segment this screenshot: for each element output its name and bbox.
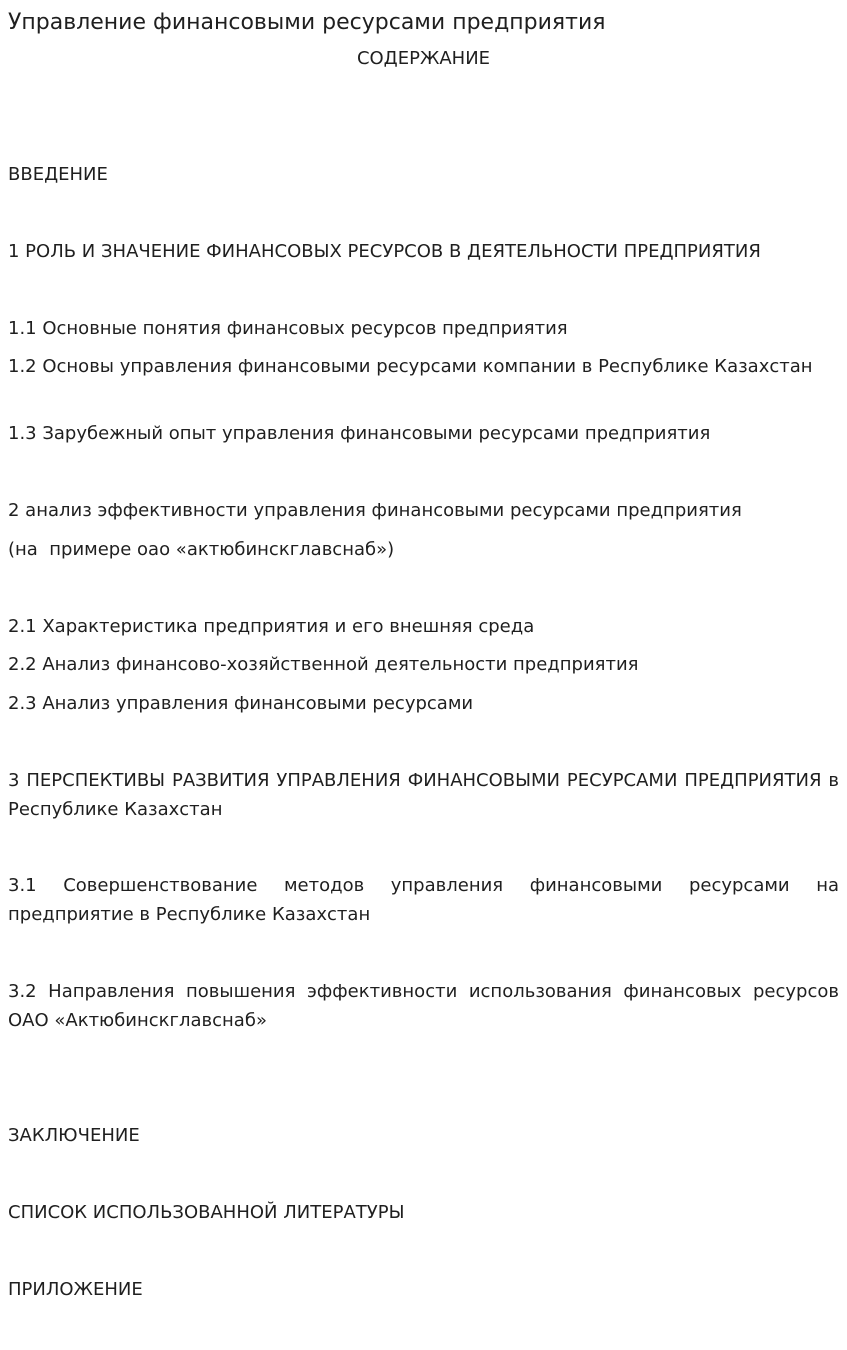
toc-entry-2-2: 2.2 Анализ финансово-хозяйственной деятельности предприятия bbox=[8, 654, 639, 675]
toc-entry-3-1: 3.1 Совершенствование методов управления финансовыми ресурсами на предприятие в Республике Казахстан bbox=[8, 875, 839, 925]
toc-heading: СОДЕРЖАНИЕ bbox=[356, 48, 491, 69]
document-title: Управление финансовыми ресурсами предприятия bbox=[8, 10, 606, 35]
toc-entry-1-1: 1.1 Основные понятия финансовых ресурсов предприятия bbox=[8, 318, 568, 339]
toc-entry-conclusion: ЗАКЛЮЧЕНИЕ bbox=[8, 1125, 140, 1146]
toc-entry-2-3: 2.3 Анализ управления финансовыми ресурсами bbox=[8, 693, 474, 714]
toc-entry-chapter-1: 1 РОЛЬ И ЗНАЧЕНИЕ ФИНАНСОВЫХ РЕСУРСОВ В ДЕЯТЕЛЬНОСТИ ПРЕДПРИЯТИЯ bbox=[8, 241, 761, 262]
toc-entry-chapter-3: 3 ПЕРСПЕКТИВЫ РАЗВИТИЯ УПРАВЛЕНИЯ ФИНАНСОВЫМИ РЕСУРСАМИ ПРЕДПРИЯТИЯ в Республике Казахстан bbox=[8, 770, 839, 820]
toc-entry-appendix: ПРИЛОЖЕНИЕ bbox=[8, 1279, 143, 1300]
toc-entry-references: СПИСОК ИСПОЛЬЗОВАННОЙ ЛИТЕРАТУРЫ bbox=[8, 1202, 405, 1223]
toc-entry-3-2: 3.2 Направления повышения эффективности использования финансовых ресурсов ОАО «Актюбинскглавснаб» bbox=[8, 981, 839, 1031]
toc-entry-chapter-2-subtitle: (на примере оао «актюбинскглавснаб») bbox=[8, 539, 395, 560]
toc-entry-introduction: ВВЕДЕНИЕ bbox=[8, 164, 108, 185]
toc-entry-chapter-2: 2 анализ эффективности управления финансовыми ресурсами предприятия bbox=[8, 500, 742, 521]
toc-entry-1-3: 1.3 Зарубежный опыт управления финансовыми ресурсами предприятия bbox=[8, 423, 711, 444]
toc-entry-1-2: 1.2 Основы управления финансовыми ресурсами компании в Республике Казахстан bbox=[8, 356, 813, 377]
toc-entry-2-1: 2.1 Характеристика предприятия и его внешняя среда bbox=[8, 616, 535, 637]
